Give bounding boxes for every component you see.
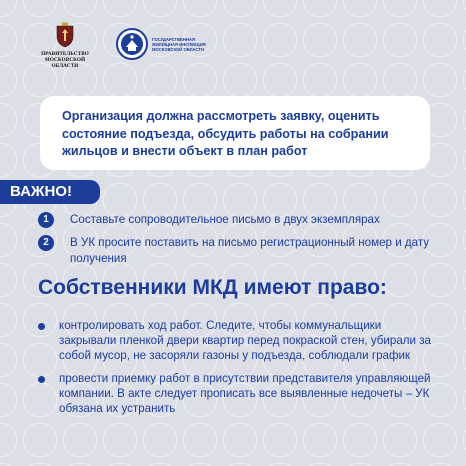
rights-item-text: провести приемку работ в присутствии представителя управляющей компании. В акте следует прописать все выявленные недочеты – УК обязана их устранить	[59, 371, 431, 416]
step-item	[38, 235, 438, 267]
government-logo-text	[41, 51, 89, 69]
gzi-logo-line: МОСКОВСКОЙ ОБЛАСТИ	[152, 46, 204, 52]
header-logos	[34, 22, 226, 69]
rights-item	[38, 318, 438, 364]
step-number-badge: 2	[38, 235, 54, 251]
step-item	[38, 212, 438, 228]
government-logo	[34, 22, 96, 69]
rights-list	[38, 318, 438, 423]
inspection-logo-text	[152, 37, 226, 52]
step-number-badge: 1	[38, 212, 54, 228]
step-text: Составьте сопроводительное письмо в двух экземплярах	[70, 213, 380, 226]
bullet-dot-icon	[38, 323, 45, 330]
bullet-dot-icon	[38, 376, 45, 383]
gov-logo-line: ОБЛАСТИ	[51, 63, 79, 69]
inspection-emblem-icon	[116, 28, 148, 60]
gzi-logo-line: ЖИЛИЩНАЯ ИНСПЕКЦИЯ	[152, 41, 206, 47]
rights-item	[38, 371, 438, 417]
info-card-text: Организация должна рассмотреть заявку, оценить состояние подъезда, обсудить работы на собрании жильцов и внести объект в план работ	[62, 109, 389, 158]
steps-list	[38, 212, 438, 274]
important-label: ВАЖНО!	[0, 180, 100, 204]
gov-logo-line: ПРАВИТЕЛЬСТВО	[41, 51, 89, 57]
gzi-logo-line: ГОСУДАРСТВЕННАЯ	[152, 36, 196, 42]
gov-logo-line: МОСКОВСКОЙ	[44, 57, 86, 63]
info-card	[40, 96, 430, 170]
coat-of-arms-icon	[54, 22, 76, 48]
rights-heading: Собственники МКД имеют право:	[38, 276, 387, 299]
step-text: В УК просите поставить на письмо регистрационный номер и дату получения	[70, 236, 430, 265]
inspection-logo	[116, 28, 226, 60]
rights-item-text: контролировать ход работ. Следите, чтобы коммунальщики закрывали пленкой двери квартир перед покраской стен, убирали за собой мусор, не засоряли газоны у подъезда, соблюдали график	[59, 319, 432, 363]
